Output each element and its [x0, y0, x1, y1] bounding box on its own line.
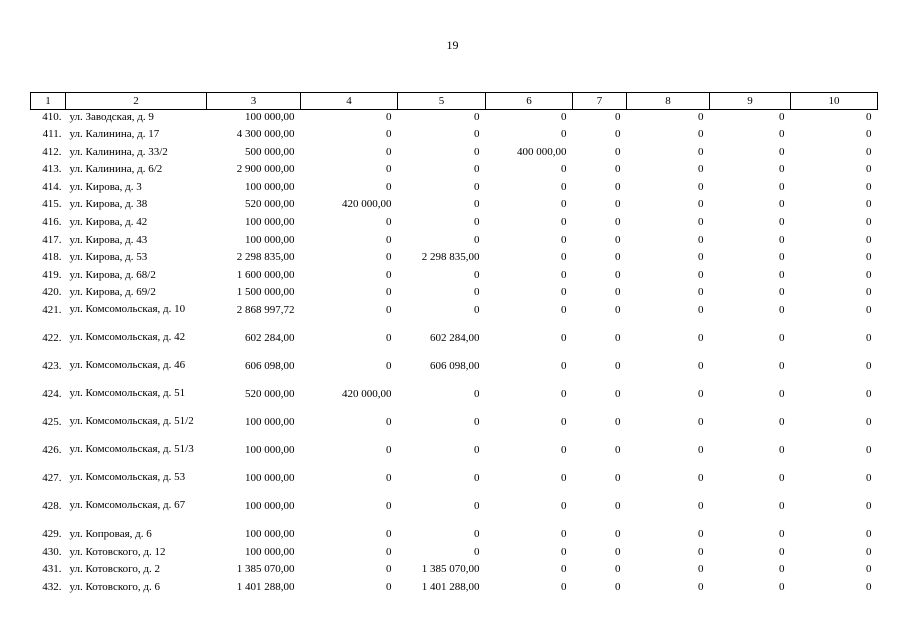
- value-cell-c6: 0: [561, 268, 567, 281]
- value-cell-c3: 100 000,00: [245, 444, 295, 457]
- value-cell-c8: 0: [698, 545, 704, 558]
- value-cell-c7: 0: [615, 545, 621, 558]
- value-cell-c8: 0: [698, 111, 704, 123]
- value-cell-c6: 0: [561, 545, 567, 558]
- value-cell-c6: 0: [561, 472, 567, 485]
- value-cell-c9: 0: [779, 304, 785, 317]
- value-cell-c9: 0: [779, 472, 785, 485]
- value-cell-c5: 1 385 070,00: [421, 563, 480, 576]
- value-cell-c10: 0: [866, 145, 872, 158]
- value-cell-c4: 0: [386, 163, 392, 176]
- column-header: 3: [207, 93, 301, 110]
- value-cell-c4: 0: [386, 111, 392, 123]
- value-cell-c8: 0: [698, 286, 704, 299]
- value-cell-c4: 0: [386, 444, 392, 457]
- table-row: [31, 387, 878, 415]
- value-cell-c7: 0: [615, 163, 621, 176]
- value-cell-c8: 0: [698, 500, 704, 513]
- value-cell-c9: 0: [779, 545, 785, 558]
- value-cell-c5: 606 098,00: [430, 360, 480, 373]
- address-cell: ул. Комсомольская, д. 42: [69, 331, 186, 344]
- value-cell-c10: 0: [866, 528, 872, 541]
- address-cell: ул. Комсомольская, д. 46: [69, 359, 186, 372]
- value-cell-c7: 0: [615, 304, 621, 317]
- row-number: 410.: [42, 111, 62, 123]
- address-cell: ул. Калинина, д. 6/2: [69, 163, 163, 176]
- value-cell-c3: 100 000,00: [245, 545, 295, 558]
- value-cell-c9: 0: [779, 145, 785, 158]
- value-cell-c3: 100 000,00: [245, 528, 295, 541]
- value-cell-c8: 0: [698, 563, 704, 576]
- value-cell-c3: 500 000,00: [245, 145, 295, 158]
- value-cell-c10: 0: [866, 444, 872, 457]
- value-cell-c5: 0: [474, 111, 480, 123]
- row-number: 417.: [42, 233, 62, 246]
- address-cell: ул. Кирова, д. 69/2: [69, 286, 156, 299]
- value-cell-c3: 100 000,00: [245, 216, 295, 229]
- row-number: 414.: [42, 180, 62, 193]
- table-row: [31, 127, 878, 145]
- address-cell: ул. Кирова, д. 53: [69, 251, 148, 264]
- value-cell-c6: 0: [561, 416, 567, 429]
- row-number: 428.: [42, 500, 62, 513]
- column-header: 1: [31, 93, 66, 110]
- value-cell-c9: 0: [779, 268, 785, 281]
- value-cell-c9: 0: [779, 163, 785, 176]
- column-header: 7: [573, 93, 627, 110]
- address-cell: ул. Комсомольская, д. 51: [69, 387, 186, 400]
- value-cell-c5: 0: [474, 500, 480, 513]
- value-cell-c4: 0: [386, 233, 392, 246]
- value-cell-c4: 0: [386, 180, 392, 193]
- value-cell-c5: 0: [474, 416, 480, 429]
- value-cell-c5: 0: [474, 198, 480, 211]
- address-cell: ул. Комсомольская, д. 51/2: [69, 415, 194, 428]
- value-cell-c5: 0: [474, 216, 480, 229]
- value-cell-c7: 0: [615, 360, 621, 373]
- value-cell-c4: 0: [386, 545, 392, 558]
- value-cell-c5: 0: [474, 472, 480, 485]
- value-cell-c4: 420 000,00: [342, 198, 392, 211]
- value-cell-c3: 100 000,00: [245, 472, 295, 485]
- value-cell-c10: 0: [866, 251, 872, 264]
- row-number: 424.: [42, 388, 62, 401]
- value-cell-c4: 0: [386, 332, 392, 345]
- table-body: [31, 110, 878, 598]
- value-cell-c3: 2 900 000,00: [236, 163, 295, 176]
- value-cell-c9: 0: [779, 286, 785, 299]
- table-row: [31, 331, 878, 359]
- address-cell: ул. Комсомольская, д. 67: [69, 499, 186, 512]
- value-cell-c10: 0: [866, 198, 872, 211]
- value-cell-c7: 0: [615, 563, 621, 576]
- value-cell-c7: 0: [615, 251, 621, 264]
- address-cell: ул. Кирова, д. 43: [69, 233, 148, 246]
- value-cell-c6: 0: [561, 304, 567, 317]
- value-cell-c6: 0: [561, 163, 567, 176]
- value-cell-c9: 0: [779, 180, 785, 193]
- value-cell-c6: 0: [561, 128, 567, 141]
- row-number: 421.: [42, 304, 62, 317]
- value-cell-c4: 0: [386, 472, 392, 485]
- value-cell-c6: 0: [561, 563, 567, 576]
- value-cell-c9: 0: [779, 332, 785, 345]
- value-cell-c8: 0: [698, 198, 704, 211]
- value-cell-c7: 0: [615, 416, 621, 429]
- column-header: 2: [66, 93, 207, 110]
- value-cell-c9: 0: [779, 360, 785, 373]
- address-cell: ул. Калинина, д. 17: [69, 128, 160, 141]
- value-cell-c9: 0: [779, 563, 785, 576]
- value-cell-c5: 602 284,00: [430, 332, 480, 345]
- value-cell-c7: 0: [615, 500, 621, 513]
- value-cell-c4: 420 000,00: [342, 388, 392, 401]
- value-cell-c6: 0: [561, 286, 567, 299]
- value-cell-c4: 0: [386, 286, 392, 299]
- value-cell-c5: 0: [474, 145, 480, 158]
- value-cell-c3: 1 401 288,00: [236, 580, 295, 593]
- value-cell-c9: 0: [779, 416, 785, 429]
- value-cell-c4: 0: [386, 500, 392, 513]
- table-row: [31, 268, 878, 286]
- budget-table: [30, 92, 878, 597]
- column-header: 4: [301, 93, 398, 110]
- value-cell-c10: 0: [866, 388, 872, 401]
- value-cell-c3: 520 000,00: [245, 388, 295, 401]
- value-cell-c4: 0: [386, 128, 392, 141]
- row-number: 423.: [42, 360, 62, 373]
- value-cell-c8: 0: [698, 216, 704, 229]
- row-number: 425.: [42, 416, 62, 429]
- table-row: [31, 180, 878, 198]
- value-cell-c10: 0: [866, 286, 872, 299]
- row-number: 419.: [42, 268, 62, 281]
- value-cell-c9: 0: [779, 128, 785, 141]
- value-cell-c4: 0: [386, 268, 392, 281]
- table-row: [31, 545, 878, 563]
- value-cell-c10: 0: [866, 332, 872, 345]
- value-cell-c10: 0: [866, 304, 872, 317]
- value-cell-c7: 0: [615, 111, 621, 123]
- address-cell: ул. Калинина, д. 33/2: [69, 145, 168, 158]
- table-row: [31, 215, 878, 233]
- value-cell-c10: 0: [866, 416, 872, 429]
- value-cell-c8: 0: [698, 332, 704, 345]
- value-cell-c10: 0: [866, 360, 872, 373]
- value-cell-c6: 400 000,00: [517, 145, 567, 158]
- value-cell-c6: 0: [561, 388, 567, 401]
- value-cell-c5: 0: [474, 233, 480, 246]
- value-cell-c10: 0: [866, 580, 872, 593]
- row-number: 422.: [42, 332, 62, 345]
- table-row: [31, 250, 878, 268]
- value-cell-c3: 1 500 000,00: [236, 286, 295, 299]
- value-cell-c5: 0: [474, 528, 480, 541]
- value-cell-c9: 0: [779, 251, 785, 264]
- row-number: 411.: [42, 128, 62, 141]
- value-cell-c5: 0: [474, 268, 480, 281]
- value-cell-c8: 0: [698, 128, 704, 141]
- value-cell-c6: 0: [561, 180, 567, 193]
- value-cell-c10: 0: [866, 128, 872, 141]
- column-header: 9: [710, 93, 791, 110]
- row-number: 429.: [42, 528, 62, 541]
- value-cell-c4: 0: [386, 145, 392, 158]
- row-number: 426.: [42, 444, 62, 457]
- value-cell-c7: 0: [615, 332, 621, 345]
- address-cell: ул. Заводская, д. 9: [69, 111, 154, 123]
- value-cell-c8: 0: [698, 251, 704, 264]
- row-number: 420.: [42, 286, 62, 299]
- value-cell-c4: 0: [386, 360, 392, 373]
- table-row: [31, 110, 878, 128]
- value-cell-c8: 0: [698, 163, 704, 176]
- column-header: 8: [627, 93, 710, 110]
- table-row: [31, 233, 878, 251]
- value-cell-c5: 1 401 288,00: [421, 580, 480, 593]
- value-cell-c6: 0: [561, 251, 567, 264]
- value-cell-c3: 100 000,00: [245, 111, 295, 123]
- value-cell-c4: 0: [386, 304, 392, 317]
- value-cell-c7: 0: [615, 268, 621, 281]
- value-cell-c8: 0: [698, 472, 704, 485]
- column-header: 5: [398, 93, 486, 110]
- value-cell-c6: 0: [561, 360, 567, 373]
- address-cell: ул. Котовского, д. 6: [69, 580, 160, 593]
- table-row: [31, 415, 878, 443]
- value-cell-c4: 0: [386, 528, 392, 541]
- column-header: 6: [486, 93, 573, 110]
- row-number: 432.: [42, 580, 62, 593]
- value-cell-c10: 0: [866, 545, 872, 558]
- table-row: [31, 303, 878, 331]
- value-cell-c3: 1 600 000,00: [236, 268, 295, 281]
- address-cell: ул. Кирова, д. 3: [69, 180, 142, 193]
- value-cell-c7: 0: [615, 145, 621, 158]
- page-number: 19: [446, 38, 459, 52]
- value-cell-c9: 0: [779, 528, 785, 541]
- value-cell-c8: 0: [698, 580, 704, 593]
- value-cell-c10: 0: [866, 472, 872, 485]
- value-cell-c10: 0: [866, 216, 872, 229]
- table-row: [31, 145, 878, 163]
- value-cell-c6: 0: [561, 332, 567, 345]
- value-cell-c6: 0: [561, 580, 567, 593]
- value-cell-c5: 2 298 835,00: [421, 251, 480, 264]
- value-cell-c7: 0: [615, 128, 621, 141]
- value-cell-c10: 0: [866, 233, 872, 246]
- row-number: 416.: [42, 216, 62, 229]
- value-cell-c7: 0: [615, 233, 621, 246]
- value-cell-c10: 0: [866, 268, 872, 281]
- value-cell-c8: 0: [698, 528, 704, 541]
- row-number: 418.: [42, 251, 62, 264]
- value-cell-c9: 0: [779, 444, 785, 457]
- row-number: 412.: [42, 145, 62, 158]
- value-cell-c4: 0: [386, 216, 392, 229]
- value-cell-c10: 0: [866, 500, 872, 513]
- value-cell-c10: 0: [866, 111, 872, 123]
- address-cell: ул. Котовского, д. 2: [69, 563, 160, 576]
- value-cell-c10: 0: [866, 163, 872, 176]
- value-cell-c3: 100 000,00: [245, 416, 295, 429]
- value-cell-c9: 0: [779, 216, 785, 229]
- address-cell: ул. Копровая, д. 6: [69, 528, 152, 541]
- value-cell-c6: 0: [561, 216, 567, 229]
- address-cell: ул. Кирова, д. 38: [69, 198, 148, 211]
- value-cell-c7: 0: [615, 216, 621, 229]
- row-number: 431.: [42, 563, 62, 576]
- value-cell-c4: 0: [386, 563, 392, 576]
- value-cell-c5: 0: [474, 128, 480, 141]
- value-cell-c4: 0: [386, 416, 392, 429]
- value-cell-c5: 0: [474, 545, 480, 558]
- value-cell-c3: 100 000,00: [245, 233, 295, 246]
- value-cell-c7: 0: [615, 580, 621, 593]
- table-row: [31, 580, 878, 598]
- row-number: 415.: [42, 198, 62, 211]
- value-cell-c8: 0: [698, 388, 704, 401]
- value-cell-c3: 100 000,00: [245, 180, 295, 193]
- value-cell-c7: 0: [615, 472, 621, 485]
- value-cell-c8: 0: [698, 444, 704, 457]
- value-cell-c8: 0: [698, 180, 704, 193]
- row-number: 427.: [42, 472, 62, 485]
- table-row: [31, 285, 878, 303]
- value-cell-c3: 2 868 997,72: [236, 304, 295, 317]
- value-cell-c6: 0: [561, 111, 567, 123]
- column-header: 10: [791, 93, 878, 110]
- value-cell-c7: 0: [615, 444, 621, 457]
- value-cell-c9: 0: [779, 233, 785, 246]
- value-cell-c4: 0: [386, 580, 392, 593]
- value-cell-c6: 0: [561, 198, 567, 211]
- value-cell-c5: 0: [474, 163, 480, 176]
- value-cell-c5: 0: [474, 388, 480, 401]
- table-row: [31, 527, 878, 545]
- header-row: [31, 93, 878, 110]
- value-cell-c6: 0: [561, 528, 567, 541]
- value-cell-c3: 606 098,00: [245, 360, 295, 373]
- value-cell-c10: 0: [866, 563, 872, 576]
- value-cell-c5: 0: [474, 180, 480, 193]
- value-cell-c3: 520 000,00: [245, 198, 295, 211]
- value-cell-c7: 0: [615, 388, 621, 401]
- value-cell-c5: 0: [474, 286, 480, 299]
- table-row: [31, 471, 878, 499]
- value-cell-c8: 0: [698, 304, 704, 317]
- value-cell-c9: 0: [779, 500, 785, 513]
- value-cell-c9: 0: [779, 580, 785, 593]
- table-row: [31, 562, 878, 580]
- value-cell-c3: 2 298 835,00: [236, 251, 295, 264]
- address-cell: ул. Кирова, д. 42: [69, 216, 148, 229]
- value-cell-c6: 0: [561, 444, 567, 457]
- value-cell-c3: 100 000,00: [245, 500, 295, 513]
- value-cell-c3: 4 300 000,00: [236, 128, 295, 141]
- table-row: [31, 197, 878, 215]
- value-cell-c9: 0: [779, 198, 785, 211]
- address-cell: ул. Комсомольская, д. 53: [69, 471, 186, 484]
- value-cell-c8: 0: [698, 360, 704, 373]
- table-row: [31, 162, 878, 180]
- row-number: 413.: [42, 163, 62, 176]
- value-cell-c7: 0: [615, 198, 621, 211]
- value-cell-c7: 0: [615, 180, 621, 193]
- address-cell: ул. Комсомольская, д. 10: [69, 303, 186, 316]
- value-cell-c5: 0: [474, 304, 480, 317]
- address-cell: ул. Кирова, д. 68/2: [69, 268, 156, 281]
- value-cell-c6: 0: [561, 233, 567, 246]
- row-number: 430.: [42, 545, 62, 558]
- value-cell-c10: 0: [866, 180, 872, 193]
- address-cell: ул. Комсомольская, д. 51/3: [69, 443, 194, 456]
- value-cell-c9: 0: [779, 111, 785, 123]
- value-cell-c8: 0: [698, 416, 704, 429]
- value-cell-c8: 0: [698, 233, 704, 246]
- value-cell-c4: 0: [386, 251, 392, 264]
- value-cell-c8: 0: [698, 268, 704, 281]
- value-cell-c9: 0: [779, 388, 785, 401]
- address-cell: ул. Котовского, д. 12: [69, 545, 166, 558]
- value-cell-c3: 602 284,00: [245, 332, 295, 345]
- value-cell-c8: 0: [698, 145, 704, 158]
- value-cell-c5: 0: [474, 444, 480, 457]
- value-cell-c3: 1 385 070,00: [236, 563, 295, 576]
- table-row: [31, 359, 878, 387]
- value-cell-c6: 0: [561, 500, 567, 513]
- table-row: [31, 443, 878, 471]
- table-row: [31, 499, 878, 527]
- value-cell-c7: 0: [615, 528, 621, 541]
- value-cell-c7: 0: [615, 286, 621, 299]
